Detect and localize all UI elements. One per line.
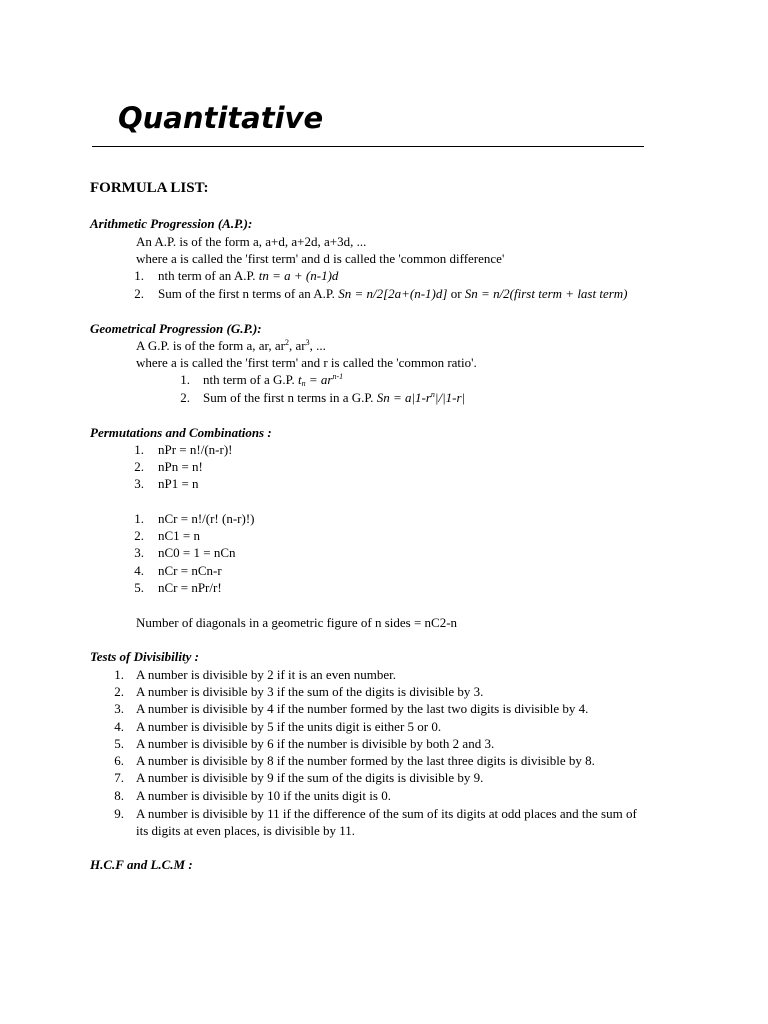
divisibility-rule: A number is divisible by 4 if the number formed by the last two digits is divisible by 4.	[136, 701, 589, 716]
gp-definition-part: , ...	[309, 338, 326, 353]
permutation-formula: nPr = n!/(n-r)!	[158, 442, 233, 457]
list-number: 7.	[114, 770, 124, 785]
list-number: 2.	[180, 390, 190, 405]
combination-formula: nC0 = 1 = nCn	[158, 545, 236, 560]
divisibility-rule: A number is divisible by 3 if the sum of the digits is divisible by 3.	[136, 684, 484, 699]
list-number: 1.	[134, 511, 144, 526]
gp-definition-part: , ar	[288, 338, 306, 353]
gp-definition-part: A G.P. is of the form a, ar, ar	[136, 338, 285, 353]
gp-item-text: Sum of the first n terms in a G.P.	[203, 390, 377, 405]
perm-heading: Permutations and Combinations :	[90, 425, 272, 440]
gp-item-text: nth term of a G.P.	[203, 372, 298, 387]
list-number: 4.	[134, 563, 144, 578]
ap-item-nth-term	[158, 267, 338, 284]
list-number: 3.	[134, 545, 144, 560]
formula-part: t	[297, 372, 302, 387]
list-number: 8.	[114, 788, 124, 803]
list-number: 2.	[134, 459, 144, 474]
divisibility-rule: A number is divisible by 10 if the units digit is 0.	[136, 788, 391, 803]
divisibility-rule-continued: its digits at even places, is divisible by 11.	[136, 823, 356, 838]
gp-heading: Geometrical Progression (G.P.):	[90, 321, 262, 336]
combination-formula: nCr = nPr/r!	[158, 580, 222, 595]
diagonals-formula: Number of diagonals in a geometric figure of n sides = nC2-n	[136, 615, 458, 630]
list-number: 2.	[134, 528, 144, 543]
ap-definition: An A.P. is of the form a, a+d, a+2d, a+3d, ...	[136, 234, 367, 249]
gp-terms-description: where a is called the 'first term' and r is called the 'common ratio'.	[136, 355, 477, 370]
list-number: 5.	[114, 736, 124, 751]
formula-part: Sn = a|1-r	[376, 390, 431, 405]
gp-item-nth-term	[203, 371, 343, 388]
formula-list-heading: FORMULA LIST:	[90, 180, 209, 196]
list-number: 3.	[134, 476, 144, 491]
subscript: n	[301, 379, 306, 388]
ap-heading: Arithmetic Progression (A.P.):	[90, 216, 253, 231]
superscript: 2	[284, 338, 289, 347]
list-number: 4.	[114, 719, 124, 734]
list-number: 2.	[134, 286, 144, 301]
ap-terms-description: where a is called the 'first term' and d is called the 'common difference'	[136, 251, 505, 266]
list-number: 6.	[114, 753, 124, 768]
list-number: 1.	[134, 442, 144, 457]
combination-formula: nCr = nCn-r	[158, 563, 222, 578]
permutation-formula: nP1 = n	[158, 476, 199, 491]
divisibility-heading: Tests of Divisibility :	[90, 649, 199, 664]
list-number: 1.	[114, 667, 124, 682]
gp-sum-formula	[377, 390, 465, 405]
list-number: 2.	[114, 684, 124, 699]
or-text: or	[447, 286, 465, 301]
ap-item-text: Sum of the first n terms of an A.P.	[158, 286, 339, 301]
superscript: n-1	[332, 372, 344, 381]
superscript: n	[430, 390, 435, 399]
combination-formula: nCr = n!/(r! (n-r)!)	[158, 511, 255, 526]
divisibility-rule: A number is divisible by 11 if the difference of the sum of its digits at odd places and the sum of	[136, 806, 637, 821]
title-divider	[92, 146, 644, 147]
superscript: 3	[305, 338, 310, 347]
ap-item-text: nth term of an A.P.	[158, 268, 259, 283]
ap-sum-formula-alt: Sn = n/2(first term + last term)	[464, 286, 628, 301]
list-number: 3.	[114, 701, 124, 716]
hcf-lcm-heading: H.C.F and L.C.M :	[90, 857, 193, 872]
divisibility-rule: A number is divisible by 5 if the units digit is either 5 or 0.	[136, 719, 442, 734]
gp-nth-term-formula	[298, 372, 343, 387]
divisibility-rule: A number is divisible by 9 if the sum of the digits is divisible by 9.	[136, 770, 484, 785]
ap-sum-formula: Sn = n/2[2a+(n-1)d]	[338, 286, 448, 301]
divisibility-rule: A number is divisible by 6 if the number is divisible by both 2 and 3.	[136, 736, 495, 751]
formula-part: |/|1-r|	[434, 390, 466, 405]
combination-formula: nC1 = n	[158, 528, 201, 543]
list-number: 5.	[134, 580, 144, 595]
list-number: 9.	[114, 806, 124, 821]
gp-definition	[136, 337, 326, 354]
list-number: 1.	[134, 268, 144, 283]
divisibility-rule: A number is divisible by 2 if it is an even number.	[136, 667, 396, 682]
divisibility-rule: A number is divisible by 8 if the number formed by the last three digits is divisible by 8.	[136, 753, 595, 768]
list-number: 1.	[180, 372, 190, 387]
permutation-formula: nPn = n!	[158, 459, 203, 474]
gp-item-sum	[203, 389, 465, 406]
ap-nth-term-formula: tn = a + (n-1)d	[258, 268, 339, 283]
formula-part: = ar	[305, 372, 333, 387]
page-title: Quantitative	[118, 101, 324, 135]
ap-item-sum	[158, 285, 628, 302]
